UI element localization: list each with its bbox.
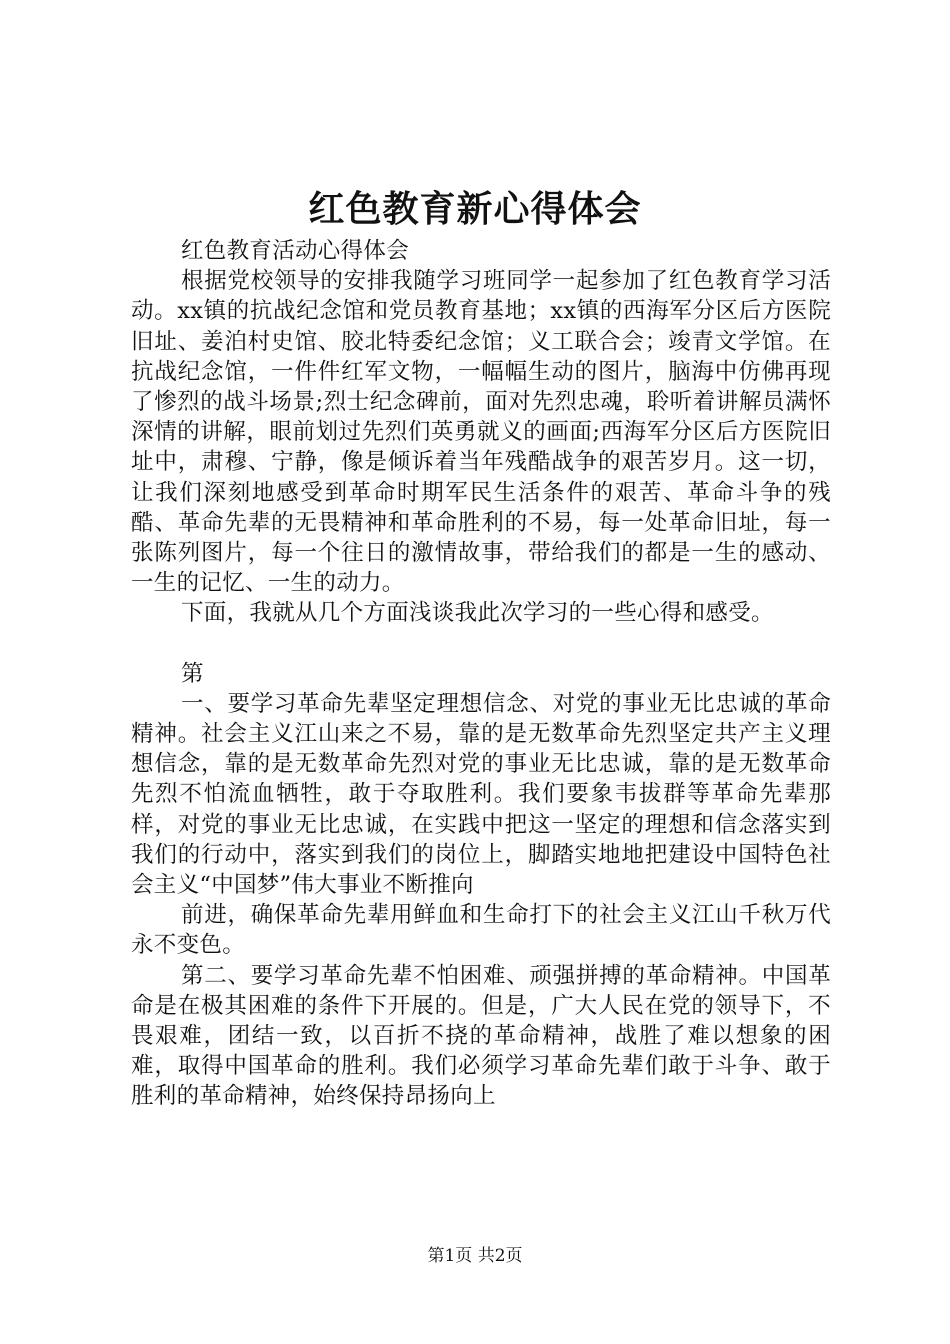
subtitle-paragraph: 红色教育活动心得体会: [181, 238, 410, 264]
paragraph-gap: [131, 629, 831, 659]
point-two-paragraph: 第二、要学习革命先辈不怕困难、顽强拼搏的革命精神。中国革命是在极其困难的条件下开展的。但是，广大人民在党的领导下，不畏艰难，团结一致，以百折不挠的革命精神，战胜了难以想象的困难，取得中国革命的胜利。我们必须学习革命先辈们敢于斗争、敢于胜利的革命精神，始终保持昂扬向上: [131, 962, 831, 1110]
page-footer: 第1页 共2页: [427, 1246, 523, 1266]
intro-paragraph: 根据党校领导的安排我随学习班同学一起参加了红色教育学习活动。xx镇的抗战纪念馆和党员教育基地；xx镇的西海军分区后方医院旧址、姜泊村史馆、胶北特委纪念馆；义工联合会；竣青文学馆。在抗战纪念馆，一件件红军文物，一幅幅生动的图片，脑海中仿佛再现了惨烈的战斗场景;烈士纪念碑前，面对先烈忠魂，聆听着讲解员满怀深情的讲解，眼前划过先烈们英勇就义的画面;西海军分区后方医院旧址中，肃穆、宁静，像是倾诉着当年残酷战争的艰苦岁月。这一切，让我们深刻地感受到革命时期军民生活条件的艰苦、革命斗争的残酷、革命先辈的无畏精神和革命胜利的不易，每一处革命旧址，每一张陈列图片，每一个往日的激情故事，带给我们的都是一生的感动、一生的记忆、一生的动力。: [131, 268, 831, 597]
transition-paragraph: 下面，我就从几个方面浅谈我此次学习的一些心得和感受。: [181, 600, 774, 627]
point-one-continued-paragraph: 前进，确保革命先辈用鲜血和生命打下的社会主义江山千秋万代永不变色。: [131, 902, 831, 959]
document-title: 红色教育新心得体会: [308, 188, 642, 230]
point-one-paragraph: 一、要学习革命先辈坚定理想信念、对党的事业无比忠诚的革命精神。社会主义江山来之不易，靠的是无数革命先烈坚定共产主义理想信念，靠的是无数革命先烈对党的事业无比忠诚，靠的是无数革命先烈不怕流血牺牲，敢于夺取胜利。我们要象韦拔群等革命先辈那样，对党的事业无比忠诚，在实践中把这一坚定的理想和信念落实到我们的行动中，落实到我们的岗位上，脚踏实地地把建设中国特色社会主义“中国梦”伟大事业不断推向: [131, 690, 831, 899]
section-marker-paragraph: 第: [181, 660, 204, 687]
document-body: [131, 236, 831, 1112]
